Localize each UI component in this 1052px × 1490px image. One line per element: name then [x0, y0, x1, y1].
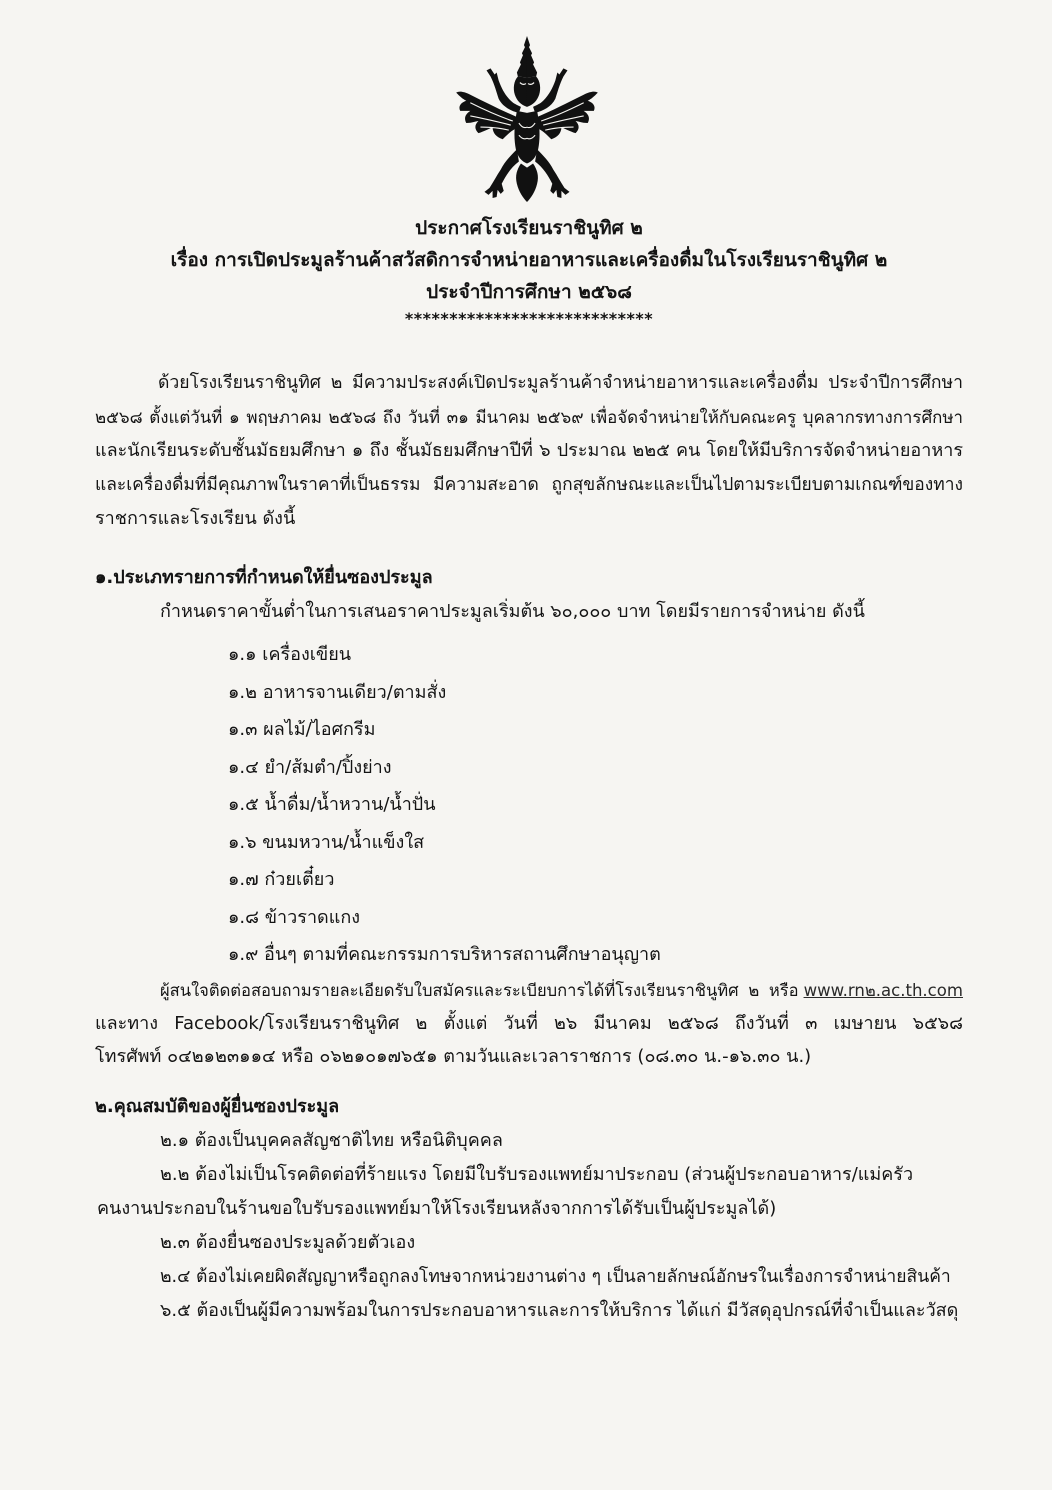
contact-paragraph — [95, 974, 963, 1073]
contact-line — [95, 974, 963, 1007]
separator-line: **************************** — [404, 309, 654, 328]
intro-line: และเครื่องดื่มที่มีคุณภาพในราคาที่เป็นธรรม มีความสะอาด ถูกสุขลักษณะและเป็นไปตามระเบียบตามเกณฑ์ของทาง — [95, 475, 963, 495]
document-body — [95, 212, 963, 1328]
section-1-item-list — [95, 636, 963, 974]
document-subject: เรื่อง การเปิดประมูลร้านค้าสวัสดิการจำหน่ายอาหารและเครื่องดื่มในโรงเรียนราชินูทิศ ๒ — [170, 249, 888, 271]
section-1-text: กำหนดราคาขั้นต่ำในการเสนอราคาประมูลเริ่มต้น ๖๐,๐๐๐ บาท โดยมีรายการจำหน่าย ดังนี้ — [160, 601, 865, 622]
document-header — [95, 212, 963, 330]
garuda-emblem-icon — [456, 36, 598, 202]
list-item: ๑.๗ ก๋วยเตี๋ยว — [228, 869, 335, 890]
list-item: ๒.๔ ต้องไม่เคยผิดสัญญาหรือถูกลงโทษจากหน่วยงานต่าง ๆ เป็นลายลักษณ์อักษรในเรื่องการจำหน่ายสินค้า — [160, 1267, 951, 1287]
website-link: www.rn๒.ac.th.com — [803, 980, 963, 1000]
list-item: ๑.๘ ข้าวราดแกง — [228, 906, 361, 928]
list-item: ๑.๓ ผลไม้/ไอศกรีม — [228, 719, 376, 740]
intro-line: ๒๕๖๘ ตั้งแต่วันที่ ๑ พฤษภาคม ๒๕๖๘ ถึง วันที่ ๓๑ มีนาคม ๒๕๖๙ เพื่อจัดจำหน่ายให้กับคณะครู บุคลากรทางการศึกษา — [95, 407, 963, 427]
section-2-list — [95, 1124, 963, 1328]
list-item: ๑.๔ ยำ/ส้มตำ/ปิ้งย่าง — [228, 756, 392, 778]
contact-line: และทาง Facebook/โรงเรียนราชินูทิศ ๒ ตั้งแต่ วันที่ ๒๖ มีนาคม ๒๕๖๘ ถึงวันที่ ๓ เมษายน ๖๕๖๘ — [95, 1012, 963, 1034]
list-item-continuation: คนงานประกอบในร้านขอใบรับรองแพทย์มาให้โรงเรียนหลังจากการได้รับเป็นผู้ประมูลได้) — [97, 1198, 777, 1219]
list-item: ๑.๒ อาหารจานเดียว/ตามสั่ง — [228, 681, 447, 703]
list-item: ๑.๑ เครื่องเขียน — [228, 644, 352, 665]
list-item: ๑.๕ น้ำดื่ม/น้ำหวาน/น้ำปั่น — [228, 794, 436, 815]
contact-text: ผู้สนใจติดต่อสอบถามรายละเอียดรับใบสมัครและระเบียบการได้ที่โรงเรียนราชินูทิศ ๒ หรือ — [160, 980, 799, 1000]
emblem-left-half — [456, 36, 527, 202]
list-item: ๒.๒ ต้องไม่เป็นโรคติดต่อที่ร้ายแรง โดยมีใบรับรองแพทย์มาประกอบ (ส่วนผู้ประกอบอาหาร/แม่ครัว — [160, 1164, 914, 1185]
list-item: ๒.๓ ต้องยื่นซองประมูลด้วยตัวเอง — [160, 1232, 416, 1253]
list-item: ๒.๑ ต้องเป็นบุคคลสัญชาติไทย หรือนิติบุคคล — [160, 1130, 503, 1151]
section-2-heading: ๒.คุณสมบัติของผู้ยื่นซองประมูล — [95, 1096, 340, 1117]
intro-paragraph — [95, 366, 963, 536]
emblem-right-half — [527, 36, 598, 202]
contact-line: โทรศัพท์ ๐๔๒๑๒๓๑๑๔ หรือ ๐๖๒๑๐๑๗๖๕๑ ตามวันและเวลาราชการ (๐๘.๓๐ น.-๑๖.๓๐ น.) — [95, 1045, 812, 1067]
list-item: ๑.๙ อื่นๆ ตามที่คณะกรรมการบริหารสถานศึกษาอนุญาต — [228, 944, 661, 965]
intro-line: ด้วยโรงเรียนราชินูทิศ ๒ มีความประสงค์เปิดประมูลร้านค้าจำหน่ายอาหารและเครื่องดื่ม ประจำปีการศึกษา — [158, 373, 963, 393]
document-title: ประกาศโรงเรียนราชินูทิศ ๒ — [415, 217, 643, 239]
list-item: ๑.๖ ขนมหวาน/น้ำแข็งใส — [228, 831, 425, 853]
intro-line: ราชการและโรงเรียน ดังนี้ — [95, 508, 296, 529]
intro-line: และนักเรียนระดับชั้นมัธยมศึกษา ๑ ถึง ชั้นมัธยมศึกษาปีที่ ๖ ประมาณ ๒๒๕ คน โดยให้มีบริการจัดจำหน่ายอาหาร — [95, 440, 963, 461]
list-item: ๖.๕ ต้องเป็นผู้มีความพร้อมในการประกอบอาหารและการให้บริการ ได้แก่ มีวัสดุอุปกรณ์ที่จำเป็นและวัสดุ — [160, 1300, 959, 1321]
section-1-heading: ๑.ประเภทรายการที่กำหนดให้ยื่นซองประมูล — [95, 567, 433, 588]
academic-year-line: ประจำปีการศึกษา ๒๕๖๘ — [426, 281, 632, 303]
